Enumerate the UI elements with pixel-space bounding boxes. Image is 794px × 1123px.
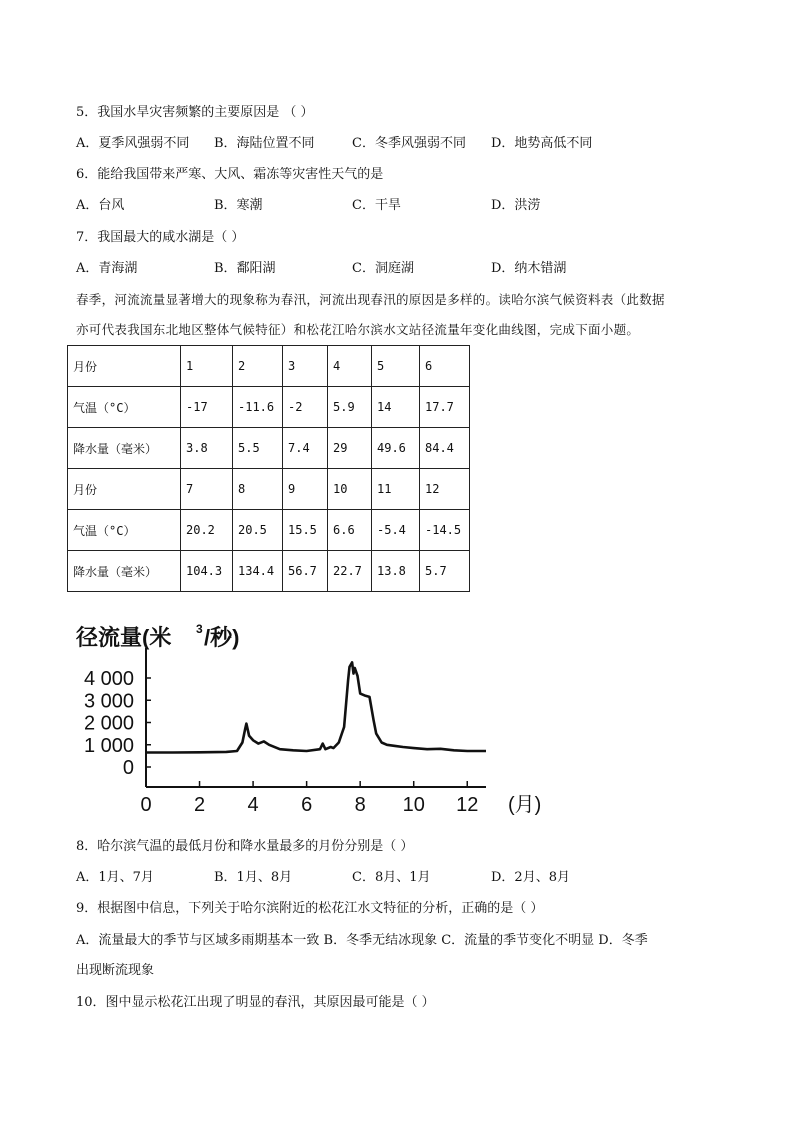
- q5-option-a[interactable]: A．夏季风强弱不同: [76, 136, 190, 151]
- table-cell: 14: [372, 387, 420, 428]
- x-tick-label: 2: [193, 794, 206, 816]
- table-cell: 6: [420, 346, 470, 387]
- table-cell: 7: [181, 469, 233, 510]
- table-cell: -17: [181, 387, 233, 428]
- table-cell: -14.5: [420, 510, 470, 551]
- row-header-cell: 气温（°C）: [68, 510, 181, 551]
- x-tick-label: 8: [354, 794, 366, 816]
- table-row: [68, 387, 470, 428]
- table-cell: 15.5: [283, 510, 328, 551]
- chart-title-tail: /秒): [204, 625, 240, 650]
- x-axis-label: (月): [508, 794, 542, 816]
- q7-stem: 7．我国最大的咸水湖是（ ）: [76, 230, 245, 245]
- table-cell: 8: [233, 469, 283, 510]
- q9-options-line-1[interactable]: A．流量最大的季节与区域多雨期基本一致 B．冬季无结冰现象 C．流量的季节变化不明显 D．冬季: [76, 933, 648, 948]
- intro-line-1: 春季，河流流量显著增大的现象称为春汛，河流出现春汛的原因是多样的。读哈尔滨气候资料表（此数据: [76, 292, 665, 307]
- table-cell: 12: [420, 469, 470, 510]
- row-header-cell: 气温（°C）: [68, 387, 181, 428]
- table-cell: 17.7: [420, 387, 470, 428]
- q10-stem: 10．图中显示松花江出现了明显的春汛，其原因最可能是（ ）: [76, 995, 435, 1010]
- q6-option-a[interactable]: A．台风: [76, 198, 125, 213]
- table-cell: 5.9: [328, 387, 372, 428]
- table-cell: 13.8: [372, 551, 420, 592]
- table-cell: 22.7: [328, 551, 372, 592]
- runoff-chart: [60, 615, 570, 825]
- table-row: [68, 428, 470, 469]
- table-cell: 7.4: [283, 428, 328, 469]
- q8-option-b[interactable]: B．1月、8月: [214, 870, 293, 885]
- y-tick-label: 4 000: [83, 668, 134, 690]
- table-cell: -5.4: [372, 510, 420, 551]
- table-cell: -2: [283, 387, 328, 428]
- table-cell: 104.3: [181, 551, 233, 592]
- table-row: [68, 346, 470, 387]
- table-cell: 5.7: [420, 551, 470, 592]
- row-header-cell: 降水量（毫米）: [68, 551, 181, 592]
- table-row: [68, 510, 470, 551]
- q8-stem: 8．哈尔滨气温的最低月份和降水量最多的月份分别是（ ）: [76, 839, 414, 854]
- runoff-series-line: [146, 662, 486, 752]
- table-cell: 6.6: [328, 510, 372, 551]
- q8-option-c[interactable]: C．8月、1月: [352, 870, 431, 885]
- x-tick-label: 4: [247, 794, 259, 816]
- x-tick-label: 12: [456, 794, 479, 816]
- table-cell: 5: [372, 346, 420, 387]
- q7-option-d[interactable]: D．纳木错湖: [491, 261, 567, 276]
- q9-options-line-2[interactable]: 出现断流现象: [76, 963, 155, 978]
- q5-stem: 5．我国水旱灾害频繁的主要原因是 （ ）: [76, 105, 314, 120]
- table-cell: 134.4: [233, 551, 283, 592]
- y-tick-group: [84, 668, 151, 779]
- table-cell: 20.2: [181, 510, 233, 551]
- q5-option-b[interactable]: B．海陆位置不同: [214, 136, 315, 151]
- climate-table: [67, 345, 470, 592]
- q6-option-c[interactable]: C．干旱: [352, 198, 401, 213]
- q6-stem: 6．能给我国带来严寒、大风、霜冻等灾害性天气的是: [76, 167, 384, 182]
- table-row: [68, 551, 470, 592]
- table-cell: 3: [283, 346, 328, 387]
- chart-title-main: 径流量(米: [76, 625, 172, 650]
- table-cell: 2: [233, 346, 283, 387]
- x-tick-label: 6: [301, 794, 313, 816]
- table-cell: 20.5: [233, 510, 283, 551]
- chart-title-sup: 3: [196, 622, 203, 636]
- table-row: [68, 469, 470, 510]
- q9-stem: 9．根据图中信息，下列关于哈尔滨附近的松花江水文特征的分析，正确的是（ ）: [76, 901, 544, 916]
- table-cell: 3.8: [181, 428, 233, 469]
- table-cell: 29: [328, 428, 372, 469]
- x-tick-label: 0: [140, 794, 152, 816]
- table-cell: 4: [328, 346, 372, 387]
- q7-option-a[interactable]: A．青海湖: [76, 261, 138, 276]
- table-cell: 9: [283, 469, 328, 510]
- intro-line-2: 亦可代表我国东北地区整体气候特征）和松花江哈尔滨水文站径流量年变化曲线图，完成下面小题。: [76, 322, 640, 337]
- x-tick-label: 10: [402, 794, 425, 816]
- row-header-cell: 降水量（毫米）: [68, 428, 181, 469]
- q5-option-d[interactable]: D．地势高低不同: [491, 136, 593, 151]
- table-cell: -11.6: [233, 387, 283, 428]
- y-tick-label: 3 000: [83, 690, 134, 713]
- table-cell: 49.6: [372, 428, 420, 469]
- chart-title: [75, 622, 239, 650]
- y-tick-label: 2 000: [83, 712, 134, 735]
- y-tick-label: 0: [122, 757, 134, 779]
- q5-option-c[interactable]: C．冬季风强弱不同: [352, 136, 466, 151]
- q7-option-b[interactable]: B．鄱阳湖: [214, 261, 276, 276]
- q7-option-c[interactable]: C．洞庭湖: [352, 261, 414, 276]
- table-cell: 56.7: [283, 551, 328, 592]
- q8-option-a[interactable]: A．1月、7月: [76, 870, 154, 885]
- q8-option-d[interactable]: D．2月、8月: [491, 870, 570, 885]
- q6-option-b[interactable]: B．寒潮: [214, 198, 263, 213]
- q6-option-d[interactable]: D．洪涝: [491, 198, 541, 213]
- row-header-cell: 月份: [68, 346, 181, 387]
- table-cell: 10: [328, 469, 372, 510]
- y-tick-label: 1 000: [83, 734, 134, 757]
- intro-paragraph: [76, 285, 716, 345]
- table-cell: 11: [372, 469, 420, 510]
- table-cell: 1: [181, 346, 233, 387]
- table-cell: 5.5: [233, 428, 283, 469]
- row-header-cell: 月份: [68, 469, 181, 510]
- table-cell: 84.4: [420, 428, 470, 469]
